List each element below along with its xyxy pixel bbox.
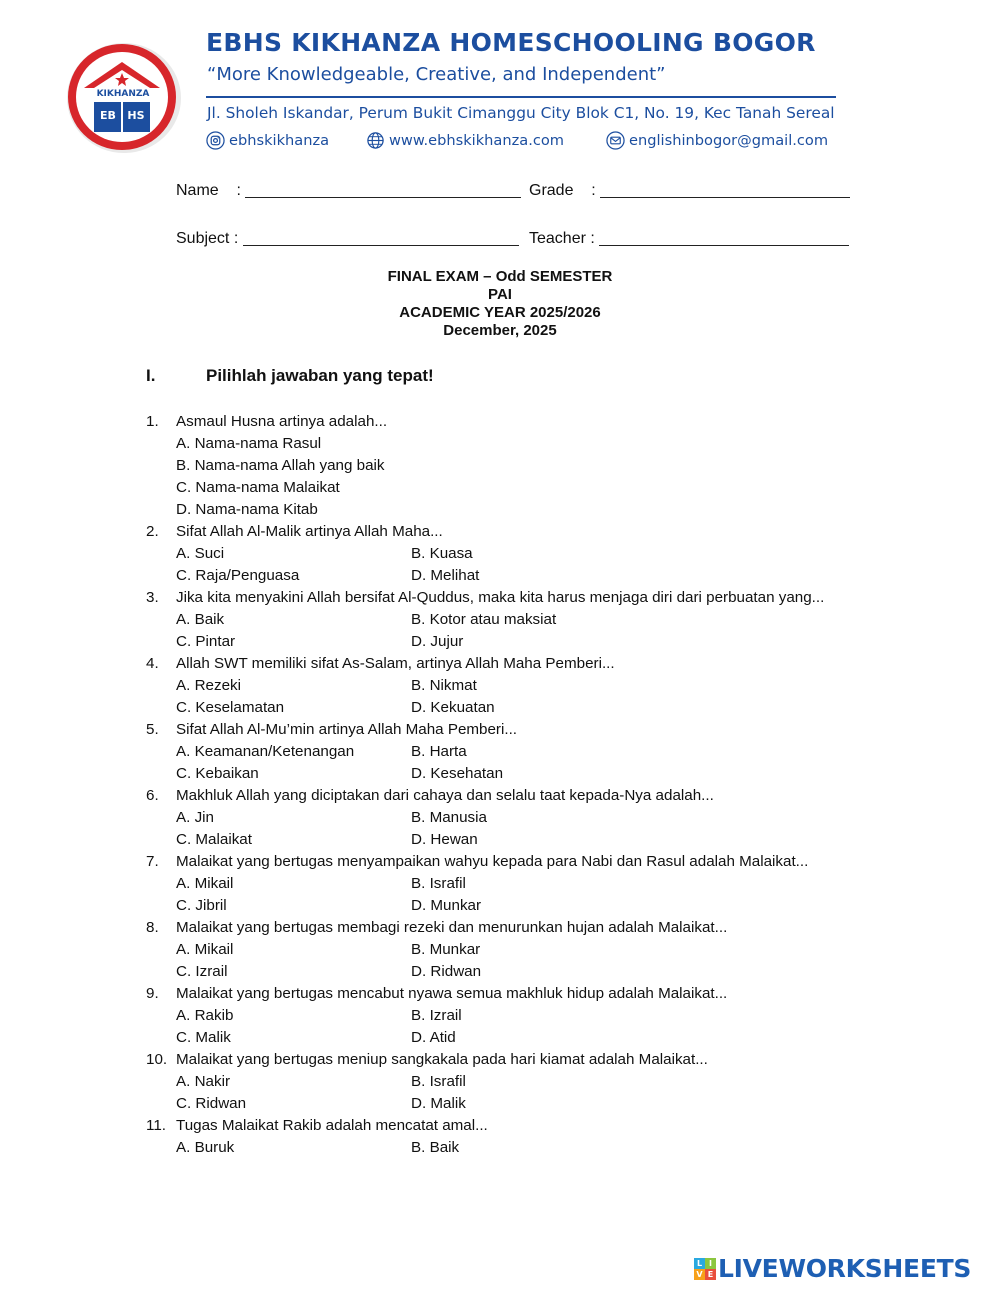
q1-option-a[interactable]: A. Nama-nama Rasul: [176, 435, 322, 452]
subject-blank[interactable]: [243, 229, 519, 246]
question-text: Malaikat yang bertugas menyampaikan wahyu kepada para Nabi dan Rasul adalah Malaikat...: [176, 853, 809, 870]
logo-caption: KIKHANZA: [96, 89, 150, 99]
section-heading: [146, 366, 434, 386]
q6-option-d[interactable]: D. Hewan: [411, 831, 478, 848]
q3-option-b[interactable]: B. Kotor atau maksiat: [411, 611, 557, 628]
grade-field[interactable]: [529, 181, 850, 200]
q3-option-a[interactable]: A. Baik: [176, 611, 225, 628]
school-name: EBHS KIKHANZA HOMESCHOOLING BOGOR: [206, 28, 816, 57]
instagram-contact[interactable]: [206, 131, 329, 150]
section-instruction: Pilihlah jawaban yang tepat!: [206, 366, 434, 385]
website-url: www.ebhskikhanza.com: [389, 132, 565, 149]
question-number: 8.: [146, 919, 159, 936]
grade-blank[interactable]: [600, 181, 850, 198]
exam-title-line-3: ACADEMIC YEAR 2025/2026: [399, 304, 601, 321]
subject-field[interactable]: [176, 229, 519, 248]
question-text: Jika kita menyakini Allah bersifat Al-Quddus, maka kita harus menjaga diri dari perbuatan yang...: [176, 589, 825, 606]
exam-title-line-2: PAI: [488, 286, 512, 303]
q6-option-c[interactable]: C. Malaikat: [176, 831, 252, 848]
q8-option-a[interactable]: A. Mikail: [176, 941, 234, 958]
question-number: 7.: [146, 853, 159, 870]
q11-option-a[interactable]: A. Buruk: [176, 1139, 235, 1156]
teacher-field[interactable]: [529, 229, 849, 248]
q7-option-b[interactable]: B. Israfil: [411, 875, 466, 892]
school-logo: [64, 40, 188, 158]
name-field[interactable]: [176, 181, 521, 200]
question-text: Malaikat yang bertugas membagi rezeki dan menurunkan hujan adalah Malaikat...: [176, 919, 728, 936]
q8-option-c[interactable]: C. Izrail: [176, 963, 228, 980]
question-number: 6.: [146, 787, 159, 804]
q5-option-a[interactable]: A. Keamanan/Ketenangan: [176, 743, 355, 760]
question-text: Allah SWT memiliki sifat As-Salam, artinya Allah Maha Pemberi...: [176, 655, 615, 672]
question-number: 1.: [146, 413, 159, 430]
q4-option-d[interactable]: D. Kekuatan: [411, 699, 495, 716]
question-text: Malaikat yang bertugas mencabut nyawa semua makhluk hidup adalah Malaikat...: [176, 985, 728, 1002]
q10-option-a[interactable]: A. Nakir: [176, 1073, 231, 1090]
q5-option-b[interactable]: B. Harta: [411, 743, 467, 760]
school-logo-graphic: [64, 40, 188, 158]
name-blank[interactable]: [245, 181, 521, 198]
q8-option-b[interactable]: B. Munkar: [411, 941, 481, 958]
email-icon: [606, 131, 625, 150]
q4-option-c[interactable]: C. Keselamatan: [176, 699, 285, 716]
q1-option-d[interactable]: D. Nama-nama Kitab: [176, 501, 318, 518]
q7-option-d[interactable]: D. Munkar: [411, 897, 482, 914]
q2-option-b[interactable]: B. Kuasa: [411, 545, 473, 562]
question-number: 5.: [146, 721, 159, 738]
question-number: 10.: [146, 1051, 168, 1068]
question-number: 9.: [146, 985, 159, 1002]
q2-option-d[interactable]: D. Melihat: [411, 567, 480, 584]
instagram-handle: ebhskikhanza: [229, 132, 330, 149]
q1-option-c[interactable]: C. Nama-nama Malaikat: [176, 479, 340, 496]
q10-option-d[interactable]: D. Malik: [411, 1095, 466, 1112]
subject-label: Subject :: [176, 230, 239, 247]
badge-letter: I: [705, 1258, 716, 1269]
question-number: 3.: [146, 589, 159, 606]
q10-option-c[interactable]: C. Ridwan: [176, 1095, 247, 1112]
q9-option-a[interactable]: A. Rakib: [176, 1007, 234, 1024]
q4-option-b[interactable]: B. Nikmat: [411, 677, 477, 694]
question-text: Tugas Malaikat Rakib adalah mencatat amal...: [176, 1117, 488, 1134]
q8-option-d[interactable]: D. Ridwan: [411, 963, 482, 980]
liveworksheets-brand: LIVEWORKSHEETS: [718, 1254, 972, 1283]
teacher-label: Teacher :: [529, 230, 595, 247]
question-text: Makhluk Allah yang diciptakan dari cahaya dan selalu taat kepada-Nya adalah...: [176, 787, 714, 804]
website-contact[interactable]: [366, 131, 564, 150]
q9-option-d[interactable]: D. Atid: [411, 1029, 456, 1046]
email-contact[interactable]: [606, 131, 828, 150]
question-number: 11.: [146, 1117, 166, 1134]
q11-option-b[interactable]: B. Baik: [411, 1139, 460, 1156]
q6-option-b[interactable]: B. Manusia: [411, 809, 487, 826]
q7-option-a[interactable]: A. Mikail: [176, 875, 234, 892]
q2-option-c[interactable]: C. Raja/Penguasa: [176, 567, 300, 584]
grade-label: Grade :: [529, 182, 596, 199]
q2-option-a[interactable]: A. Suci: [176, 545, 225, 562]
liveworksheets-badge-icon: [694, 1258, 716, 1280]
q5-option-c[interactable]: C. Kebaikan: [176, 765, 259, 782]
school-address: Jl. Sholeh Iskandar, Perum Bukit Cimanggu City Blok C1, No. 19, Kec Tanah Sereal: [207, 104, 835, 122]
q3-option-c[interactable]: C. Pintar: [176, 633, 236, 650]
badge-letter: E: [705, 1269, 716, 1280]
email-address: englishinbogor@gmail.com: [629, 132, 829, 149]
exam-title: [0, 268, 1000, 340]
logo-right-letters: HS: [127, 109, 145, 122]
q5-option-d[interactable]: D. Kesehatan: [411, 765, 504, 782]
q9-option-c[interactable]: C. Malik: [176, 1029, 231, 1046]
teacher-blank[interactable]: [599, 229, 849, 246]
q9-option-b[interactable]: B. Izrail: [411, 1007, 462, 1024]
exam-title-line-1: FINAL EXAM – Odd SEMESTER: [387, 268, 613, 285]
badge-letter: L: [694, 1258, 705, 1269]
question-text: Malaikat yang bertugas meniup sangkakala pada hari kiamat adalah Malaikat...: [176, 1051, 708, 1068]
globe-icon: [366, 131, 385, 150]
instagram-icon: [206, 131, 225, 150]
q10-option-b[interactable]: B. Israfil: [411, 1073, 466, 1090]
header-divider: [206, 96, 836, 98]
badge-letter: V: [694, 1269, 705, 1280]
question-text: Sifat Allah Al-Mu’min artinya Allah Maha Pemberi...: [176, 721, 518, 738]
q7-option-c[interactable]: C. Jibril: [176, 897, 227, 914]
q3-option-d[interactable]: D. Jujur: [411, 633, 464, 650]
question-text: Sifat Allah Al-Malik artinya Allah Maha...: [176, 523, 443, 540]
school-motto: “More Knowledgeable, Creative, and Independent”: [207, 64, 666, 85]
q4-option-a[interactable]: A. Rezeki: [176, 677, 241, 694]
question-number: 2.: [146, 523, 159, 540]
question-text: Asmaul Husna artinya adalah...: [176, 413, 388, 430]
logo-left-letters: EB: [100, 109, 116, 122]
exam-title-line-4: December, 2025: [443, 322, 557, 339]
liveworksheets-logo[interactable]: [694, 1254, 971, 1283]
section-number: I.: [146, 366, 156, 385]
q6-option-a[interactable]: A. Jin: [176, 809, 214, 826]
q1-option-b[interactable]: B. Nama-nama Allah yang baik: [176, 457, 385, 474]
contact-bar: [206, 131, 846, 153]
name-label: Name :: [176, 182, 241, 199]
question-number: 4.: [146, 655, 159, 672]
